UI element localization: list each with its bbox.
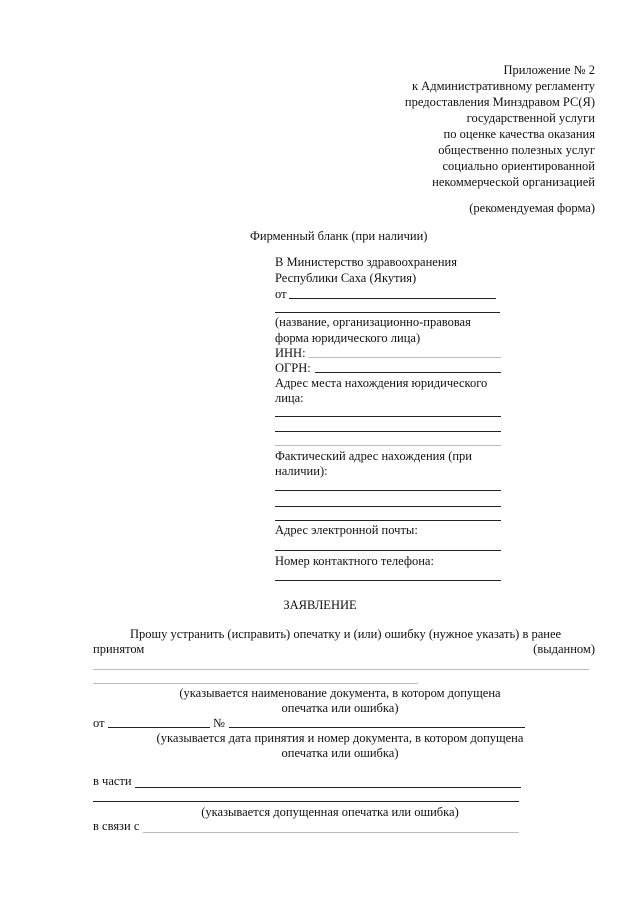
actual-address-line-1[interactable] [275,490,501,491]
name-hint-1: (название, организационно-правовая [275,315,471,329]
from-field-line[interactable] [289,298,496,299]
letterhead-note: Фирменный бланк (при наличии) [250,229,428,243]
from-field-line-2[interactable] [275,312,500,313]
reason-field-line[interactable] [143,832,519,833]
part-label: в части [93,774,132,788]
request-line: Прошу устранить (исправить) опечатку и (или) ошибку (нужное указать) в ранее [130,627,562,641]
part-field-line-2[interactable] [93,801,519,802]
ogrn-field-line[interactable] [315,372,501,373]
phone-label: Номер контактного телефона: [275,554,434,568]
actual-address-line-3[interactable] [275,520,501,521]
actual-address-line-2[interactable] [275,506,501,507]
date-hint-1: (указывается дата принятия и номер документа, в котором допущена [156,731,524,745]
document-hint-2: опечатка или ошибка) [281,701,399,715]
legal-address-line-3[interactable] [275,445,501,446]
recommended-form-note: (рекомендуемая форма) [469,201,595,215]
legal-address-line-2[interactable] [275,431,501,432]
date-field-line[interactable] [108,727,210,728]
actual-address-label-1: Фактический адрес нахождения (при [275,449,472,463]
ogrn-label: ОГРН: [275,361,311,375]
appendix-line-6: общественно полезных услуг [438,143,595,157]
appendix-line-4: государственной услуги [466,111,595,125]
appendix-line-2: к Административному регламенту [411,79,595,93]
reason-label: в связи с [93,819,140,833]
email-label: Адрес электронной почты: [275,523,418,537]
legal-address-label-2: лица: [275,391,304,405]
part-field-line[interactable] [135,787,521,788]
error-hint: (указывается допущенная опечатка или ошибка) [201,805,459,819]
statement-title: ЗАЯВЛЕНИЕ [283,598,357,612]
addressee-line-2: Республики Саха (Якутия) [275,271,417,285]
inn-field-line[interactable] [308,357,501,358]
accepted-word: принятом [93,642,145,656]
appendix-line-7: социально ориентированной [442,159,595,173]
document-name-line-2[interactable] [93,683,418,684]
appendix-line-1: Приложение № 2 [503,63,595,77]
inn-label: ИНН: [275,346,306,360]
email-field-line[interactable] [275,550,501,551]
name-hint-2: форма юридического лица) [275,331,421,345]
number-field-line[interactable] [229,727,525,728]
legal-address-label-1: Адрес места нахождения юридического [275,376,488,390]
from-label: от [275,287,287,301]
number-label: № [213,716,225,730]
appendix-line-8: некоммерческой организацией [432,175,595,189]
legal-address-line-1[interactable] [275,416,501,417]
issued-word: (выданном) [533,642,595,656]
document-name-line-1[interactable] [93,669,589,670]
addressee-line-1: В Министерство здравоохранения [275,255,457,269]
phone-field-line[interactable] [275,580,501,581]
actual-address-label-2: наличии): [275,464,328,478]
appendix-line-5: по оценке качества оказания [443,127,595,141]
document-hint-1: (указывается наименование документа, в котором допущена [179,686,501,700]
appendix-line-3: предоставления Минздравом РС(Я) [404,95,595,109]
date-from-label: от [93,716,105,730]
date-hint-2: опечатка или ошибка) [281,746,399,760]
